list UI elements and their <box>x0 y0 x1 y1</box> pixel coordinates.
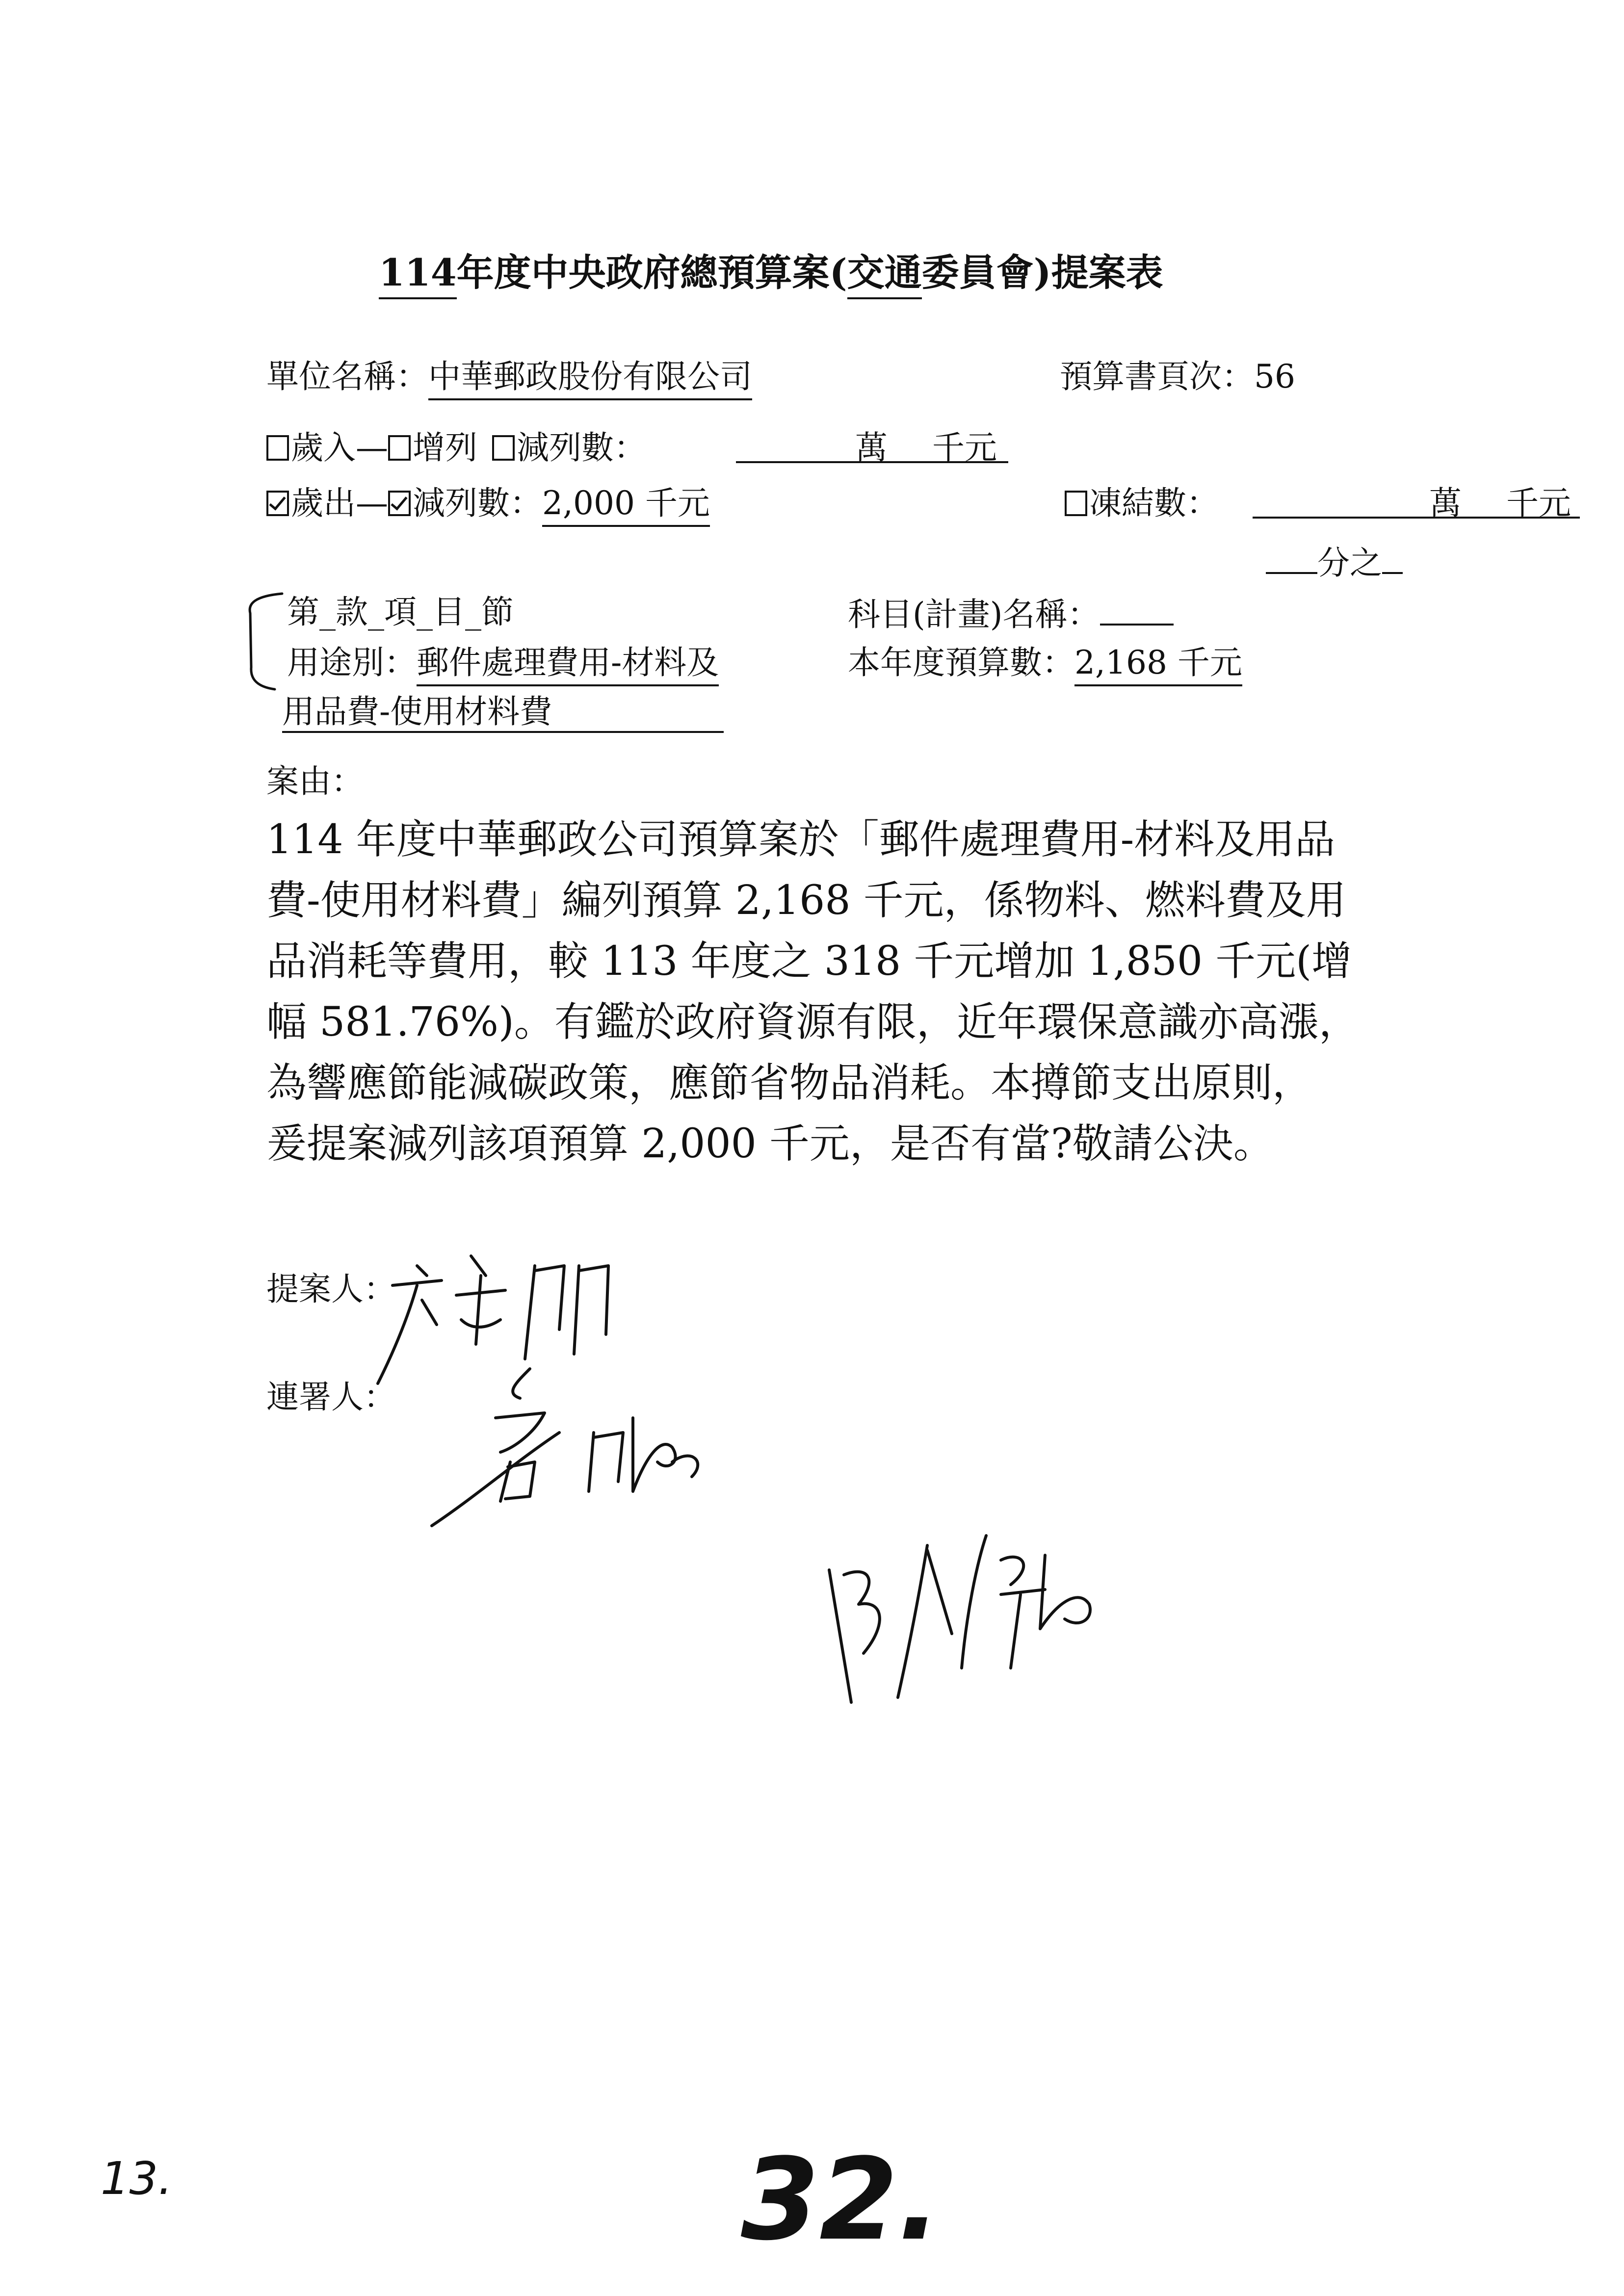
freeze-unit-wan: 萬 <box>1429 484 1462 522</box>
expense-line <box>266 484 710 522</box>
unit-line <box>266 358 752 395</box>
budget-label: 本年度預算數： <box>848 644 1074 681</box>
reason-line: 爰提案減列該項預算 2,000 千元，是否有當?敬請公決。 <box>266 1121 1274 1167</box>
reason-line: 114 年度中華郵政公司預算案於「郵件處理費用-材料及用品 <box>266 816 1336 863</box>
reason-label: 案由： <box>266 762 364 800</box>
budget-line <box>848 644 1242 681</box>
expense-checkbox[interactable] <box>266 491 289 516</box>
title-part-2: 委員會)提案表 <box>921 251 1163 294</box>
document-title <box>379 251 1163 294</box>
expense-label: 歲出— <box>291 484 388 522</box>
title-committee: 交通 <box>847 251 922 299</box>
fraction-blank-2 <box>1382 545 1403 574</box>
fraction-blank-1 <box>1266 545 1317 574</box>
usage-value-2: 用品費-使用材料費 <box>282 696 724 733</box>
footer-center-number: 32. <box>741 2135 941 2266</box>
income-increase-label: 增列 <box>413 429 477 467</box>
subject-label: 科目(計畫)名稱： <box>848 596 1100 633</box>
unit-label: 單位名稱： <box>266 358 428 395</box>
reason-line: 費-使用材料費」編列預算 2,168 千元，係物料、燃料費及用 <box>266 877 1346 924</box>
subject-line <box>848 596 1174 631</box>
usage-line <box>287 644 719 681</box>
freeze-unit-thousand: 千元 <box>1506 484 1571 522</box>
income-increase-checkbox[interactable] <box>388 435 411 461</box>
unit-value: 中華郵政股份有限公司 <box>428 358 752 400</box>
page-ref-value: 56 <box>1254 358 1295 395</box>
reason-line: 為響應節能減碳政策，應節省物品消耗。本撙節支出原則， <box>266 1060 1313 1106</box>
proposer-label: 提案人： <box>266 1270 396 1308</box>
fraction-label: 分之 <box>1317 544 1382 582</box>
usage-value-1: 郵件處理費用-材料及 <box>417 644 719 686</box>
income-decrease-label: 減列數： <box>517 429 646 467</box>
income-label: 歲入— <box>291 429 388 467</box>
bracket-mark <box>236 584 289 697</box>
cosigner-signature-2 <box>814 1506 1158 1712</box>
section-line: 第_款_項_目_節 <box>287 593 514 631</box>
income-unit-wan: 萬 <box>855 429 888 467</box>
income-checkbox[interactable] <box>266 435 289 461</box>
title-year: 114 <box>379 251 457 299</box>
reason-line: 幅 581.76%)。有鑑於政府資源有限，近年環保意識亦高漲， <box>266 999 1359 1045</box>
expense-decrease-value: 2,000 千元 <box>542 484 710 527</box>
fraction-line <box>1266 544 1403 582</box>
footer-left-number: 13. <box>101 2152 173 2205</box>
income-unit-thousand: 千元 <box>932 429 997 467</box>
reason-body <box>266 809 1410 1174</box>
reason-line: 品消耗等費用，較 113 年度之 318 千元增加 1,850 千元(增 <box>266 938 1352 985</box>
usage-label: 用途別： <box>287 644 417 681</box>
cosigner-label: 連署人： <box>266 1378 396 1416</box>
page-ref-label: 預算書頁次： <box>1060 358 1254 395</box>
expense-decrease-checkbox[interactable] <box>388 491 411 516</box>
page-ref <box>1060 358 1295 395</box>
freeze-checkbox[interactable] <box>1065 491 1087 516</box>
usage-line-2 <box>282 693 724 733</box>
budget-value: 2,168 千元 <box>1074 644 1242 686</box>
income-line <box>266 429 646 467</box>
title-part-1: 年度中央政府總預算案( <box>456 251 847 294</box>
freeze-label: 凍結數： <box>1089 484 1219 522</box>
freeze-line <box>1065 484 1219 522</box>
expense-decrease-label: 減列數： <box>413 484 542 522</box>
cosigner-signature-1 <box>417 1364 736 1540</box>
income-decrease-checkbox[interactable] <box>492 435 515 461</box>
subject-blank <box>1100 596 1174 626</box>
